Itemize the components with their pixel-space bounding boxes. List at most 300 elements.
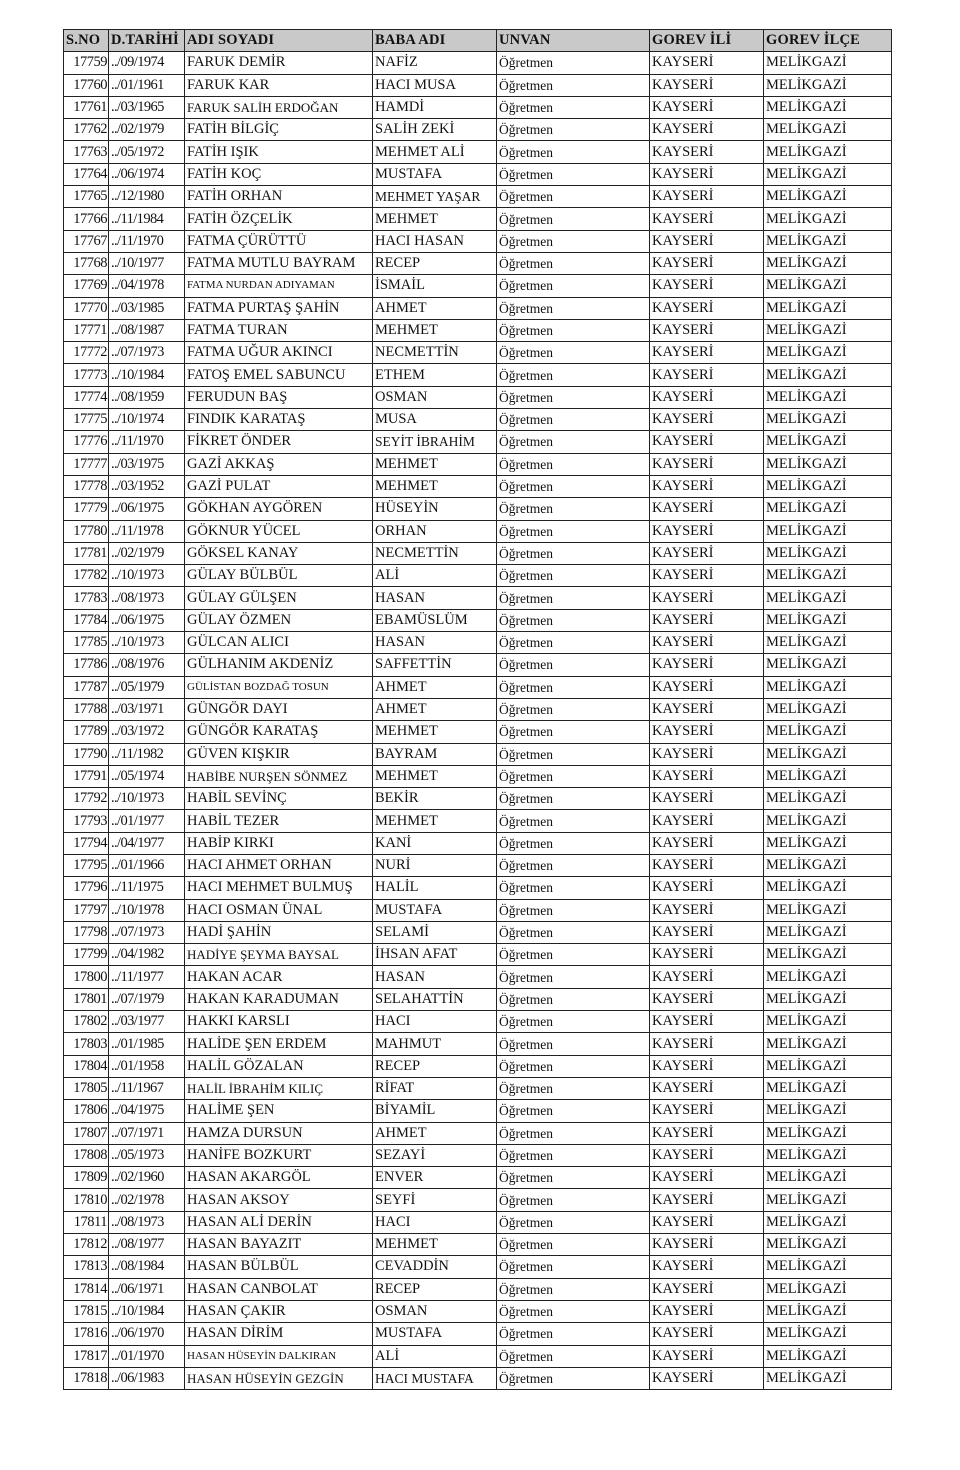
table-row — [64, 698, 892, 720]
title-cell: Öğretmen — [497, 386, 650, 408]
district-cell: MELİKGAZİ — [764, 1300, 892, 1322]
name-cell: HASAN BAYAZIT — [185, 1234, 373, 1256]
father-name-cell: MUSTAFA — [373, 1323, 497, 1345]
date-cell: ../06/1970 — [109, 1323, 185, 1345]
district-cell: MELİKGAZİ — [764, 1234, 892, 1256]
date-cell: ../10/1973 — [109, 788, 185, 810]
father-name-cell: MEHMET — [373, 208, 497, 230]
province-cell: KAYSERİ — [650, 721, 764, 743]
province-cell: KAYSERİ — [650, 1077, 764, 1099]
sno-cell: 17767 — [64, 230, 109, 252]
title-cell: Öğretmen — [497, 1278, 650, 1300]
province-cell: KAYSERİ — [650, 386, 764, 408]
date-cell: ../03/1975 — [109, 453, 185, 475]
table-row — [64, 319, 892, 341]
personnel-table — [63, 29, 892, 1390]
province-cell: KAYSERİ — [650, 297, 764, 319]
name-cell: HACI AHMET ORHAN — [185, 854, 373, 876]
table-row — [64, 877, 892, 899]
sno-cell: 17778 — [64, 475, 109, 497]
father-name-cell: MUSA — [373, 409, 497, 431]
name-cell: FARUK SALİH ERDOĞAN — [185, 96, 373, 118]
name-cell: HADİ ŞAHİN — [185, 921, 373, 943]
date-cell: ../02/1979 — [109, 119, 185, 141]
district-cell: MELİKGAZİ — [764, 587, 892, 609]
title-cell: Öğretmen — [497, 364, 650, 386]
district-cell: MELİKGAZİ — [764, 721, 892, 743]
title-cell: Öğretmen — [497, 721, 650, 743]
district-cell: MELİKGAZİ — [764, 230, 892, 252]
name-cell: FATİH ORHAN — [185, 186, 373, 208]
table-row — [64, 1167, 892, 1189]
father-name-cell: ETHEM — [373, 364, 497, 386]
father-name-cell: SEYFİ — [373, 1189, 497, 1211]
sno-cell: 17783 — [64, 587, 109, 609]
table-row — [64, 988, 892, 1010]
father-name-cell: OSMAN — [373, 1300, 497, 1322]
title-cell: Öğretmen — [497, 163, 650, 185]
date-cell: ../10/1973 — [109, 565, 185, 587]
district-cell: MELİKGAZİ — [764, 1323, 892, 1345]
table-row — [64, 632, 892, 654]
district-cell: MELİKGAZİ — [764, 609, 892, 631]
province-cell: KAYSERİ — [650, 52, 764, 74]
sno-cell: 17780 — [64, 520, 109, 542]
sno-cell: 17762 — [64, 119, 109, 141]
district-cell: MELİKGAZİ — [764, 1077, 892, 1099]
title-cell: Öğretmen — [497, 186, 650, 208]
district-cell: MELİKGAZİ — [764, 1256, 892, 1278]
date-cell: ../11/1977 — [109, 966, 185, 988]
title-cell: Öğretmen — [497, 1077, 650, 1099]
province-cell: KAYSERİ — [650, 409, 764, 431]
province-cell: KAYSERİ — [650, 1345, 764, 1367]
province-cell: KAYSERİ — [650, 475, 764, 497]
district-cell: MELİKGAZİ — [764, 141, 892, 163]
name-cell: HABİP KIRKI — [185, 832, 373, 854]
name-cell: HASAN CANBOLAT — [185, 1278, 373, 1300]
date-cell: ../03/1977 — [109, 1011, 185, 1033]
title-cell: Öğretmen — [497, 96, 650, 118]
name-cell: HASAN DİRİM — [185, 1323, 373, 1345]
name-cell: FARUK DEMİR — [185, 52, 373, 74]
date-cell: ../11/1970 — [109, 431, 185, 453]
province-cell: KAYSERİ — [650, 431, 764, 453]
sno-cell: 17769 — [64, 275, 109, 297]
table-row — [64, 342, 892, 364]
date-cell: ../11/1984 — [109, 208, 185, 230]
table-row — [64, 1055, 892, 1077]
father-name-cell: HASAN — [373, 966, 497, 988]
father-name-cell: MEHMET — [373, 319, 497, 341]
district-cell: MELİKGAZİ — [764, 74, 892, 96]
sno-cell: 17801 — [64, 988, 109, 1010]
province-cell: KAYSERİ — [650, 208, 764, 230]
father-name-cell: SAFFETTİN — [373, 654, 497, 676]
table-row — [64, 297, 892, 319]
title-cell: Öğretmen — [497, 1122, 650, 1144]
sno-cell: 17796 — [64, 877, 109, 899]
date-cell: ../01/1966 — [109, 854, 185, 876]
date-cell: ../06/1975 — [109, 609, 185, 631]
father-name-cell: MEHMET — [373, 475, 497, 497]
district-cell: MELİKGAZİ — [764, 1278, 892, 1300]
date-cell: ../07/1979 — [109, 988, 185, 1010]
district-cell: MELİKGAZİ — [764, 208, 892, 230]
sno-cell: 17795 — [64, 854, 109, 876]
province-cell: KAYSERİ — [650, 698, 764, 720]
name-cell: FATİH BİLGİÇ — [185, 119, 373, 141]
title-cell: Öğretmen — [497, 654, 650, 676]
district-cell: MELİKGAZİ — [764, 1122, 892, 1144]
district-cell: MELİKGAZİ — [764, 1100, 892, 1122]
province-cell: KAYSERİ — [650, 743, 764, 765]
table-row — [64, 944, 892, 966]
province-cell: KAYSERİ — [650, 988, 764, 1010]
name-cell: HABİBE NURŞEN SÖNMEZ — [185, 765, 373, 787]
sno-cell: 17807 — [64, 1122, 109, 1144]
table-row — [64, 609, 892, 631]
sno-cell: 17789 — [64, 721, 109, 743]
title-cell: Öğretmen — [497, 1144, 650, 1166]
district-cell: MELİKGAZİ — [764, 1189, 892, 1211]
sno-cell: 17775 — [64, 409, 109, 431]
district-cell: MELİKGAZİ — [764, 698, 892, 720]
date-cell: ../05/1972 — [109, 141, 185, 163]
name-cell: HASAN ALİ DERİN — [185, 1211, 373, 1233]
district-cell: MELİKGAZİ — [764, 1167, 892, 1189]
title-cell: Öğretmen — [497, 319, 650, 341]
sno-cell: 17770 — [64, 297, 109, 319]
title-cell: Öğretmen — [497, 1011, 650, 1033]
table-row — [64, 1367, 892, 1389]
father-name-cell: HACI MUSTAFA — [373, 1367, 497, 1389]
province-cell: KAYSERİ — [650, 899, 764, 921]
date-cell: ../01/1970 — [109, 1345, 185, 1367]
table-row — [64, 498, 892, 520]
date-cell: ../08/1977 — [109, 1234, 185, 1256]
table-row — [64, 810, 892, 832]
father-name-cell: SEZAYİ — [373, 1144, 497, 1166]
district-cell: MELİKGAZİ — [764, 1144, 892, 1166]
father-name-cell: OSMAN — [373, 386, 497, 408]
father-name-cell: HACI MUSA — [373, 74, 497, 96]
date-cell: ../01/1958 — [109, 1055, 185, 1077]
father-name-cell: MAHMUT — [373, 1033, 497, 1055]
title-cell: Öğretmen — [497, 141, 650, 163]
district-cell: MELİKGAZİ — [764, 52, 892, 74]
date-cell: ../07/1973 — [109, 342, 185, 364]
table-row — [64, 52, 892, 74]
title-cell: Öğretmen — [497, 988, 650, 1010]
district-cell: MELİKGAZİ — [764, 877, 892, 899]
date-cell: ../06/1974 — [109, 163, 185, 185]
sno-cell: 17799 — [64, 944, 109, 966]
table-row — [64, 966, 892, 988]
province-cell: KAYSERİ — [650, 1278, 764, 1300]
name-cell: FARUK KAR — [185, 74, 373, 96]
father-name-cell: SALİH ZEKİ — [373, 119, 497, 141]
name-cell: GÜNGÖR KARATAŞ — [185, 721, 373, 743]
table-row — [64, 1278, 892, 1300]
province-cell: KAYSERİ — [650, 788, 764, 810]
name-cell: GÜVEN KIŞKIR — [185, 743, 373, 765]
father-name-cell: MEHMET — [373, 765, 497, 787]
district-cell: MELİKGAZİ — [764, 1367, 892, 1389]
sno-cell: 17786 — [64, 654, 109, 676]
province-cell: KAYSERİ — [650, 944, 764, 966]
province-cell: KAYSERİ — [650, 520, 764, 542]
header-row — [64, 30, 892, 52]
sno-cell: 17788 — [64, 698, 109, 720]
table-row — [64, 1122, 892, 1144]
father-name-cell: AHMET — [373, 676, 497, 698]
father-name-cell: HÜSEYİN — [373, 498, 497, 520]
father-name-cell: NECMETTİN — [373, 342, 497, 364]
father-name-cell: HACI — [373, 1211, 497, 1233]
district-cell: MELİKGAZİ — [764, 297, 892, 319]
district-cell: MELİKGAZİ — [764, 275, 892, 297]
sno-cell: 17773 — [64, 364, 109, 386]
title-cell: Öğretmen — [497, 944, 650, 966]
title-cell: Öğretmen — [497, 765, 650, 787]
province-cell: KAYSERİ — [650, 1367, 764, 1389]
district-cell: MELİKGAZİ — [764, 96, 892, 118]
name-cell: GÜNGÖR DAYI — [185, 698, 373, 720]
district-cell: MELİKGAZİ — [764, 1033, 892, 1055]
father-name-cell: MEHMET — [373, 721, 497, 743]
date-cell: ../02/1960 — [109, 1167, 185, 1189]
name-cell: FATİH KOÇ — [185, 163, 373, 185]
header-province: GOREV İLİ — [650, 30, 764, 52]
sno-cell: 17798 — [64, 921, 109, 943]
name-cell: FERUDUN BAŞ — [185, 386, 373, 408]
header-name: ADI SOYADI — [185, 30, 373, 52]
district-cell: MELİKGAZİ — [764, 988, 892, 1010]
sno-cell: 17805 — [64, 1077, 109, 1099]
father-name-cell: HACI HASAN — [373, 230, 497, 252]
name-cell: HADİYE ŞEYMA BAYSAL — [185, 944, 373, 966]
father-name-cell: HASAN — [373, 632, 497, 654]
date-cell: ../08/1973 — [109, 1211, 185, 1233]
date-cell: ../06/1983 — [109, 1367, 185, 1389]
table-row — [64, 721, 892, 743]
title-cell: Öğretmen — [497, 832, 650, 854]
district-cell: MELİKGAZİ — [764, 409, 892, 431]
date-cell: ../07/1971 — [109, 1122, 185, 1144]
district-cell: MELİKGAZİ — [764, 163, 892, 185]
name-cell: FATİH ÖZÇELİK — [185, 208, 373, 230]
district-cell: MELİKGAZİ — [764, 542, 892, 564]
title-cell: Öğretmen — [497, 74, 650, 96]
province-cell: KAYSERİ — [650, 1189, 764, 1211]
father-name-cell: SELAHATTİN — [373, 988, 497, 1010]
date-cell: ../08/1976 — [109, 654, 185, 676]
district-cell: MELİKGAZİ — [764, 654, 892, 676]
province-cell: KAYSERİ — [650, 275, 764, 297]
title-cell: Öğretmen — [497, 788, 650, 810]
name-cell: HALİME ŞEN — [185, 1100, 373, 1122]
sno-cell: 17800 — [64, 966, 109, 988]
province-cell: KAYSERİ — [650, 1011, 764, 1033]
sno-cell: 17794 — [64, 832, 109, 854]
date-cell: ../05/1973 — [109, 1144, 185, 1166]
table-row — [64, 1256, 892, 1278]
name-cell: HASAN ÇAKIR — [185, 1300, 373, 1322]
date-cell: ../08/1987 — [109, 319, 185, 341]
name-cell: GÜLİSTAN BOZDAĞ TOSUN — [185, 676, 373, 698]
table-row — [64, 1323, 892, 1345]
date-cell: ../04/1982 — [109, 944, 185, 966]
district-cell: MELİKGAZİ — [764, 743, 892, 765]
date-cell: ../10/1984 — [109, 1300, 185, 1322]
father-name-cell: EBAMÜSLÜM — [373, 609, 497, 631]
sno-cell: 17810 — [64, 1189, 109, 1211]
province-cell: KAYSERİ — [650, 230, 764, 252]
district-cell: MELİKGAZİ — [764, 810, 892, 832]
name-cell: GÖKSEL KANAY — [185, 542, 373, 564]
table-row — [64, 654, 892, 676]
sno-cell: 17761 — [64, 96, 109, 118]
father-name-cell: BİYAMİL — [373, 1100, 497, 1122]
district-cell: MELİKGAZİ — [764, 1345, 892, 1367]
title-cell: Öğretmen — [497, 342, 650, 364]
table-row — [64, 542, 892, 564]
date-cell: ../11/1982 — [109, 743, 185, 765]
name-cell: HACI OSMAN ÜNAL — [185, 899, 373, 921]
district-cell: MELİKGAZİ — [764, 632, 892, 654]
title-cell: Öğretmen — [497, 52, 650, 74]
table-row — [64, 163, 892, 185]
sno-cell: 17818 — [64, 1367, 109, 1389]
father-name-cell: HACI — [373, 1011, 497, 1033]
sno-cell: 17774 — [64, 386, 109, 408]
title-cell: Öğretmen — [497, 409, 650, 431]
father-name-cell: CEVADDİN — [373, 1256, 497, 1278]
name-cell: HACI MEHMET BULMUŞ — [185, 877, 373, 899]
name-cell: GAZİ AKKAŞ — [185, 453, 373, 475]
date-cell: ../03/1965 — [109, 96, 185, 118]
province-cell: KAYSERİ — [650, 141, 764, 163]
sno-cell: 17813 — [64, 1256, 109, 1278]
father-name-cell: HASAN — [373, 587, 497, 609]
table-row — [64, 208, 892, 230]
title-cell: Öğretmen — [497, 431, 650, 453]
date-cell: ../11/1970 — [109, 230, 185, 252]
table-row — [64, 1189, 892, 1211]
province-cell: KAYSERİ — [650, 810, 764, 832]
name-cell: GÜLCAN ALICI — [185, 632, 373, 654]
father-name-cell: MEHMET — [373, 453, 497, 475]
date-cell: ../03/1971 — [109, 698, 185, 720]
title-cell: Öğretmen — [497, 230, 650, 252]
header-title: UNVAN — [497, 30, 650, 52]
sno-cell: 17816 — [64, 1323, 109, 1345]
title-cell: Öğretmen — [497, 1055, 650, 1077]
name-cell: GÜLHANIM AKDENİZ — [185, 654, 373, 676]
table-row — [64, 788, 892, 810]
father-name-cell: RİFAT — [373, 1077, 497, 1099]
sno-cell: 17802 — [64, 1011, 109, 1033]
district-cell: MELİKGAZİ — [764, 921, 892, 943]
name-cell: FATOŞ EMEL SABUNCU — [185, 364, 373, 386]
father-name-cell: MUSTAFA — [373, 899, 497, 921]
date-cell: ../08/1973 — [109, 587, 185, 609]
district-cell: MELİKGAZİ — [764, 565, 892, 587]
sno-cell: 17815 — [64, 1300, 109, 1322]
table-row — [64, 275, 892, 297]
date-cell: ../07/1973 — [109, 921, 185, 943]
district-cell: MELİKGAZİ — [764, 364, 892, 386]
table-row — [64, 1234, 892, 1256]
district-cell: MELİKGAZİ — [764, 186, 892, 208]
father-name-cell: RECEP — [373, 1278, 497, 1300]
sno-cell: 17784 — [64, 609, 109, 631]
sno-cell: 17797 — [64, 899, 109, 921]
father-name-cell: NURİ — [373, 854, 497, 876]
name-cell: FINDIK KARATAŞ — [185, 409, 373, 431]
father-name-cell: MEHMET — [373, 1234, 497, 1256]
father-name-cell: RECEP — [373, 252, 497, 274]
date-cell: ../02/1979 — [109, 542, 185, 564]
sno-cell: 17772 — [64, 342, 109, 364]
name-cell: GÖKNUR YÜCEL — [185, 520, 373, 542]
province-cell: KAYSERİ — [650, 252, 764, 274]
header-father-name: BABA ADI — [373, 30, 497, 52]
province-cell: KAYSERİ — [650, 565, 764, 587]
province-cell: KAYSERİ — [650, 342, 764, 364]
date-cell: ../05/1974 — [109, 765, 185, 787]
sno-cell: 17768 — [64, 252, 109, 274]
date-cell: ../01/1961 — [109, 74, 185, 96]
date-cell: ../11/1978 — [109, 520, 185, 542]
district-cell: MELİKGAZİ — [764, 475, 892, 497]
name-cell: HALİL GÖZALAN — [185, 1055, 373, 1077]
district-cell: MELİKGAZİ — [764, 1055, 892, 1077]
name-cell: HASAN AKARGÖL — [185, 1167, 373, 1189]
table-row — [64, 119, 892, 141]
table-body — [64, 52, 892, 1390]
title-cell: Öğretmen — [497, 475, 650, 497]
province-cell: KAYSERİ — [650, 1167, 764, 1189]
district-cell: MELİKGAZİ — [764, 1211, 892, 1233]
title-cell: Öğretmen — [497, 453, 650, 475]
date-cell: ../03/1952 — [109, 475, 185, 497]
table-row — [64, 921, 892, 943]
father-name-cell: MEHMET YAŞAR — [373, 186, 497, 208]
title-cell: Öğretmen — [497, 1323, 650, 1345]
sno-cell: 17793 — [64, 810, 109, 832]
title-cell: Öğretmen — [497, 698, 650, 720]
header-date: D.TARİHİ — [109, 30, 185, 52]
province-cell: KAYSERİ — [650, 877, 764, 899]
father-name-cell: KANİ — [373, 832, 497, 854]
province-cell: KAYSERİ — [650, 632, 764, 654]
sno-cell: 17791 — [64, 765, 109, 787]
province-cell: KAYSERİ — [650, 364, 764, 386]
sno-cell: 17764 — [64, 163, 109, 185]
table-row — [64, 386, 892, 408]
date-cell: ../10/1977 — [109, 252, 185, 274]
father-name-cell: HAMDİ — [373, 96, 497, 118]
table-row — [64, 1077, 892, 1099]
table-row — [64, 96, 892, 118]
name-cell: HASAN AKSOY — [185, 1189, 373, 1211]
table-row — [64, 743, 892, 765]
title-cell: Öğretmen — [497, 1167, 650, 1189]
name-cell: HAMZA DURSUN — [185, 1122, 373, 1144]
title-cell: Öğretmen — [497, 1234, 650, 1256]
